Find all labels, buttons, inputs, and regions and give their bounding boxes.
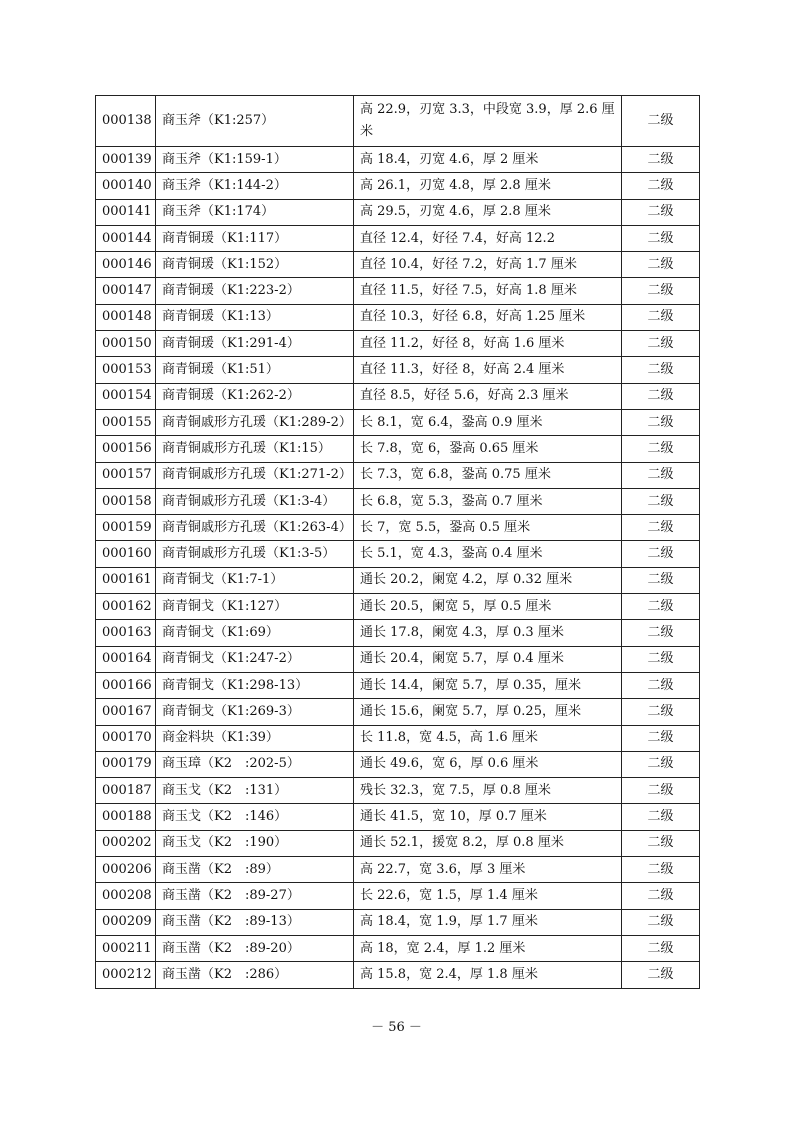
cell-grade: 二级 (622, 488, 700, 514)
cell-catalog-number: 000208 (96, 883, 156, 909)
cell-grade: 二级 (622, 725, 700, 751)
cell-catalog-number: 000160 (96, 541, 156, 567)
cell-catalog-number: 000159 (96, 515, 156, 541)
cell-grade: 二级 (622, 462, 700, 488)
cell-catalog-number: 000166 (96, 672, 156, 698)
cell-artifact-name: 商玉凿（K2 :89-27） (156, 883, 354, 909)
cell-catalog-number: 000161 (96, 567, 156, 593)
cell-catalog-number: 000155 (96, 409, 156, 435)
cell-catalog-number: 000209 (96, 909, 156, 935)
table-row (96, 147, 700, 173)
cell-grade: 二级 (622, 909, 700, 935)
table-row (96, 646, 700, 672)
cell-grade: 二级 (622, 962, 700, 988)
cell-grade: 二级 (622, 567, 700, 593)
cell-artifact-name: 商玉璋（K2 :202-5） (156, 751, 354, 777)
cell-grade: 二级 (622, 830, 700, 856)
cell-dimensions: 长 22.6，宽 1.5，厚 1.4 厘米 (354, 883, 622, 909)
cell-artifact-name: 商青铜瑗（K1:117） (156, 225, 354, 251)
cell-catalog-number: 000154 (96, 383, 156, 409)
cell-artifact-name: 商青铜瑗（K1:13） (156, 304, 354, 330)
cell-grade: 二级 (622, 436, 700, 462)
cell-catalog-number: 000140 (96, 173, 156, 199)
cell-artifact-name: 商玉凿（K2 :286） (156, 962, 354, 988)
cell-dimensions: 高 15.8，宽 2.4，厚 1.8 厘米 (354, 962, 622, 988)
cell-grade: 二级 (622, 147, 700, 173)
cell-artifact-name: 商青铜戚形方孔瑗（K1:271-2） (156, 462, 354, 488)
cell-artifact-name: 商青铜瑗（K1:262-2） (156, 383, 354, 409)
cell-artifact-name: 商青铜瑗（K1:51） (156, 357, 354, 383)
cell-catalog-number: 000211 (96, 935, 156, 961)
cell-grade: 二级 (622, 646, 700, 672)
table-row (96, 567, 700, 593)
table-row (96, 173, 700, 199)
artifact-table-body (96, 96, 700, 989)
cell-catalog-number: 000164 (96, 646, 156, 672)
cell-dimensions: 通长 41.5，宽 10，厚 0.7 厘米 (354, 804, 622, 830)
cell-grade: 二级 (622, 620, 700, 646)
cell-catalog-number: 000141 (96, 199, 156, 225)
cell-dimensions: 通长 15.6，阑宽 5.7，厚 0.25，厘米 (354, 699, 622, 725)
cell-dimensions: 直径 11.2，好径 8，好高 1.6 厘米 (354, 331, 622, 357)
cell-catalog-number: 000163 (96, 620, 156, 646)
table-row (96, 778, 700, 804)
cell-catalog-number: 000139 (96, 147, 156, 173)
cell-artifact-name: 商青铜戈（K1:7-1） (156, 567, 354, 593)
cell-artifact-name: 商青铜戚形方孔瑗（K1:3-5） (156, 541, 354, 567)
cell-catalog-number: 000147 (96, 278, 156, 304)
cell-catalog-number: 000170 (96, 725, 156, 751)
cell-grade: 二级 (622, 778, 700, 804)
cell-catalog-number: 000150 (96, 331, 156, 357)
cell-artifact-name: 商青铜瑗（K1:223-2） (156, 278, 354, 304)
cell-catalog-number: 000146 (96, 252, 156, 278)
table-row (96, 751, 700, 777)
cell-artifact-name: 商金料块（K1:39） (156, 725, 354, 751)
table-row (96, 672, 700, 698)
table-row (96, 462, 700, 488)
table-row (96, 488, 700, 514)
cell-catalog-number: 000138 (96, 96, 156, 147)
cell-dimensions: 长 5.1，宽 4.3，銎高 0.4 厘米 (354, 541, 622, 567)
cell-grade: 二级 (622, 304, 700, 330)
table-row (96, 830, 700, 856)
table-row (96, 357, 700, 383)
cell-dimensions: 通长 20.5，阑宽 5，厚 0.5 厘米 (354, 594, 622, 620)
cell-dimensions: 高 26.1，刃宽 4.8，厚 2.8 厘米 (354, 173, 622, 199)
table-row (96, 278, 700, 304)
cell-artifact-name: 商玉戈（K2 :146） (156, 804, 354, 830)
cell-artifact-name: 商玉戈（K2 :190） (156, 830, 354, 856)
cell-dimensions: 通长 20.4，阑宽 5.7，厚 0.4 厘米 (354, 646, 622, 672)
cell-catalog-number: 000179 (96, 751, 156, 777)
cell-dimensions: 长 7，宽 5.5，銎高 0.5 厘米 (354, 515, 622, 541)
table-row (96, 225, 700, 251)
cell-grade: 二级 (622, 672, 700, 698)
cell-grade: 二级 (622, 278, 700, 304)
cell-catalog-number: 000158 (96, 488, 156, 514)
table-row (96, 304, 700, 330)
cell-catalog-number: 000212 (96, 962, 156, 988)
cell-grade: 二级 (622, 699, 700, 725)
cell-grade: 二级 (622, 751, 700, 777)
cell-dimensions: 直径 10.3，好径 6.8，好高 1.25 厘米 (354, 304, 622, 330)
cell-grade: 二级 (622, 96, 700, 147)
table-row (96, 909, 700, 935)
cell-dimensions: 高 18.4，宽 1.9，厚 1.7 厘米 (354, 909, 622, 935)
page-number: － 56 － (371, 1020, 422, 1035)
cell-grade: 二级 (622, 541, 700, 567)
cell-artifact-name: 商玉斧（K1:144-2） (156, 173, 354, 199)
cell-grade: 二级 (622, 409, 700, 435)
cell-catalog-number: 000188 (96, 804, 156, 830)
cell-dimensions: 长 8.1，宽 6.4，銎高 0.9 厘米 (354, 409, 622, 435)
cell-grade: 二级 (622, 594, 700, 620)
cell-catalog-number: 000202 (96, 830, 156, 856)
cell-catalog-number: 000153 (96, 357, 156, 383)
cell-dimensions: 通长 17.8，阑宽 4.3，厚 0.3 厘米 (354, 620, 622, 646)
cell-grade: 二级 (622, 225, 700, 251)
cell-dimensions: 高 29.5，刃宽 4.6，厚 2.8 厘米 (354, 199, 622, 225)
cell-artifact-name: 商青铜戈（K1:247-2） (156, 646, 354, 672)
table-row (96, 962, 700, 988)
table-row (96, 620, 700, 646)
cell-artifact-name: 商玉斧（K1:174） (156, 199, 354, 225)
cell-artifact-name: 商青铜戈（K1:69） (156, 620, 354, 646)
cell-dimensions: 长 11.8，宽 4.5，高 1.6 厘米 (354, 725, 622, 751)
cell-dimensions: 高 22.9，刃宽 3.3，中段宽 3.9，厚 2.6 厘米 (354, 96, 622, 147)
cell-artifact-name: 商玉斧（K1:257） (156, 96, 354, 147)
cell-grade: 二级 (622, 357, 700, 383)
cell-dimensions: 直径 8.5，好径 5.6，好高 2.3 厘米 (354, 383, 622, 409)
cell-artifact-name: 商玉凿（K2 :89） (156, 857, 354, 883)
table-row (96, 331, 700, 357)
cell-artifact-name: 商玉凿（K2 :89-13） (156, 909, 354, 935)
table-row (96, 199, 700, 225)
cell-artifact-name: 商青铜瑗（K1:152） (156, 252, 354, 278)
table-row (96, 594, 700, 620)
cell-catalog-number: 000144 (96, 225, 156, 251)
table-row (96, 699, 700, 725)
artifact-table (95, 95, 700, 989)
table-row (96, 383, 700, 409)
cell-artifact-name: 商青铜戈（K1:298-13） (156, 672, 354, 698)
table-row (96, 857, 700, 883)
cell-artifact-name: 商青铜戚形方孔瑗（K1:263-4） (156, 515, 354, 541)
cell-artifact-name: 商青铜戚形方孔瑗（K1:289-2） (156, 409, 354, 435)
cell-grade: 二级 (622, 331, 700, 357)
cell-catalog-number: 000157 (96, 462, 156, 488)
cell-grade: 二级 (622, 173, 700, 199)
cell-catalog-number: 000187 (96, 778, 156, 804)
cell-catalog-number: 000167 (96, 699, 156, 725)
cell-artifact-name: 商青铜戈（K1:269-3） (156, 699, 354, 725)
cell-dimensions: 直径 11.3，好径 8，好高 2.4 厘米 (354, 357, 622, 383)
cell-dimensions: 残长 32.3，宽 7.5，厚 0.8 厘米 (354, 778, 622, 804)
cell-grade: 二级 (622, 252, 700, 278)
cell-dimensions: 长 7.8，宽 6，銎高 0.65 厘米 (354, 436, 622, 462)
cell-dimensions: 高 22.7，宽 3.6，厚 3 厘米 (354, 857, 622, 883)
cell-grade: 二级 (622, 935, 700, 961)
cell-dimensions: 直径 11.5，好径 7.5，好高 1.8 厘米 (354, 278, 622, 304)
cell-artifact-name: 商青铜戚形方孔瑗（K1:15） (156, 436, 354, 462)
cell-catalog-number: 000156 (96, 436, 156, 462)
cell-grade: 二级 (622, 857, 700, 883)
table-row (96, 883, 700, 909)
cell-artifact-name: 商玉凿（K2 :89-20） (156, 935, 354, 961)
cell-grade: 二级 (622, 383, 700, 409)
cell-dimensions: 长 7.3，宽 6.8，銎高 0.75 厘米 (354, 462, 622, 488)
table-row (96, 515, 700, 541)
cell-dimensions: 通长 52.1，援宽 8.2，厚 0.8 厘米 (354, 830, 622, 856)
cell-grade: 二级 (622, 199, 700, 225)
cell-dimensions: 高 18.4，刃宽 4.6，厚 2 厘米 (354, 147, 622, 173)
cell-catalog-number: 000148 (96, 304, 156, 330)
cell-grade: 二级 (622, 883, 700, 909)
cell-artifact-name: 商玉斧（K1:159-1） (156, 147, 354, 173)
table-row (96, 725, 700, 751)
cell-artifact-name: 商玉戈（K2 :131） (156, 778, 354, 804)
table-row (96, 96, 700, 147)
table-row (96, 804, 700, 830)
cell-artifact-name: 商青铜戈（K1:127） (156, 594, 354, 620)
cell-artifact-name: 商青铜戚形方孔瑗（K1:3-4） (156, 488, 354, 514)
cell-dimensions: 通长 20.2，阑宽 4.2，厚 0.32 厘米 (354, 567, 622, 593)
cell-catalog-number: 000206 (96, 857, 156, 883)
cell-dimensions: 长 6.8，宽 5.3，銎高 0.7 厘米 (354, 488, 622, 514)
table-row (96, 436, 700, 462)
table-row (96, 409, 700, 435)
cell-dimensions: 高 18，宽 2.4，厚 1.2 厘米 (354, 935, 622, 961)
cell-artifact-name: 商青铜瑗（K1:291-4） (156, 331, 354, 357)
table-row (96, 541, 700, 567)
cell-dimensions: 通长 14.4，阑宽 5.7，厚 0.35，厘米 (354, 672, 622, 698)
cell-dimensions: 通长 49.6，宽 6，厚 0.6 厘米 (354, 751, 622, 777)
table-row (96, 252, 700, 278)
cell-grade: 二级 (622, 804, 700, 830)
cell-catalog-number: 000162 (96, 594, 156, 620)
cell-grade: 二级 (622, 515, 700, 541)
cell-dimensions: 直径 10.4，好径 7.2，好高 1.7 厘米 (354, 252, 622, 278)
table-row (96, 935, 700, 961)
cell-dimensions: 直径 12.4，好径 7.4，好高 12.2 (354, 225, 622, 251)
